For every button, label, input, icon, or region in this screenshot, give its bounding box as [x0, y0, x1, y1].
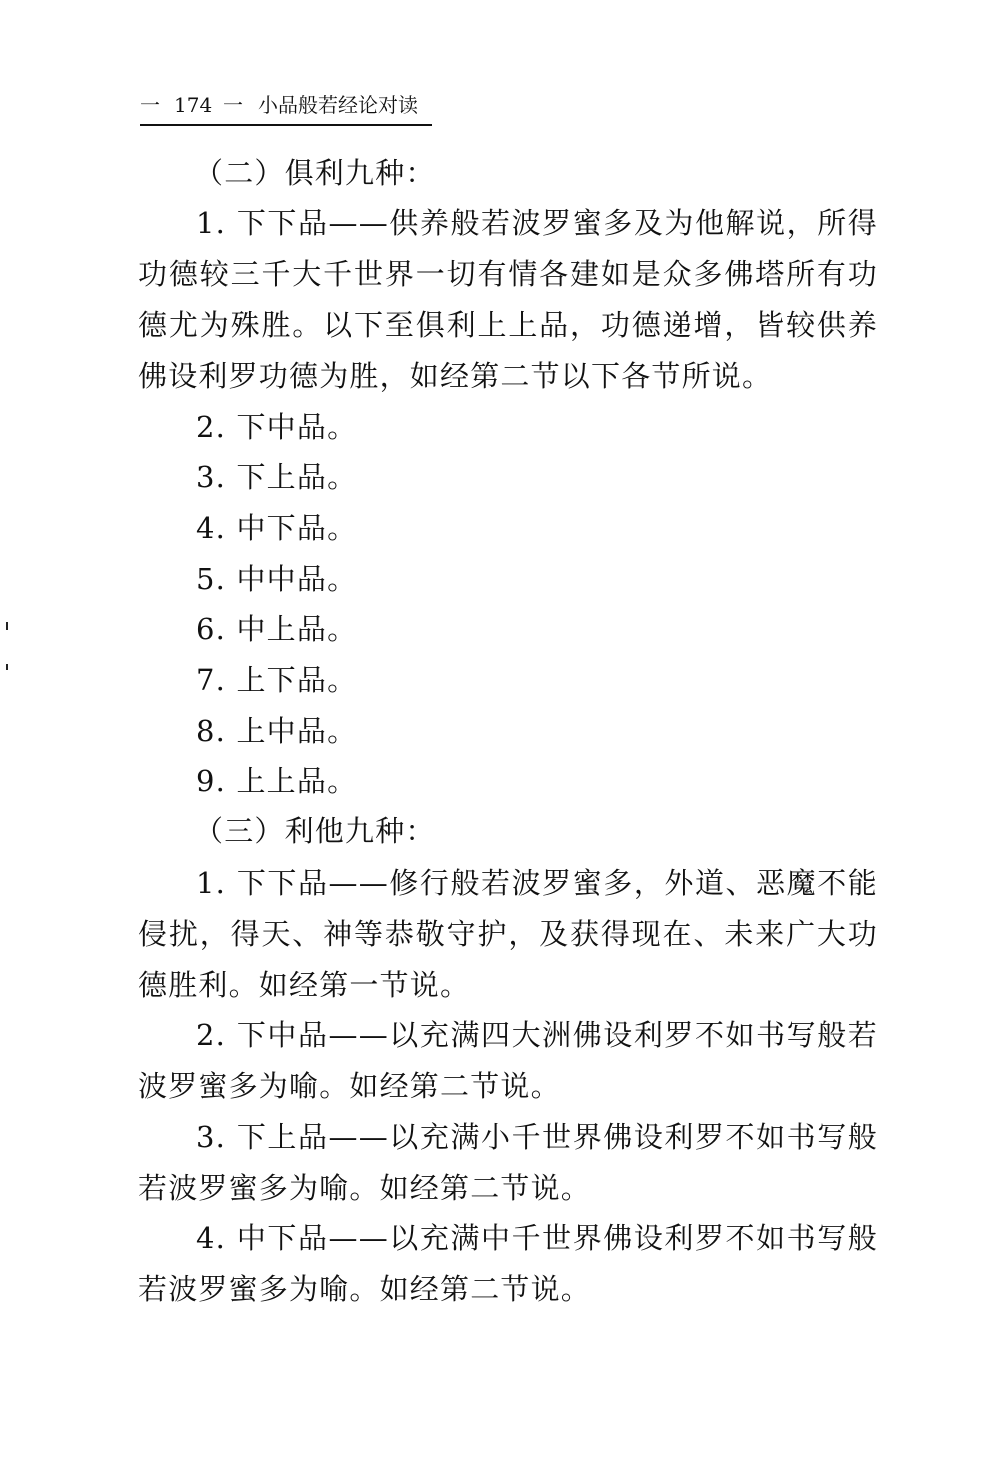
section-two-item-3: 3. 下上品。: [196, 460, 358, 494]
section-three-item-2: 2. 下中品——以充满四大洲佛设利罗不如书写般若波罗蜜多为喻。如经第二节说。: [138, 1018, 878, 1103]
section-two-item-7: 7. 上下品。: [196, 663, 358, 697]
section-three-heading: （三）利他九种：: [194, 814, 436, 848]
section-two-item-6: 6. 中上品。: [196, 612, 358, 646]
scan-mark: [6, 622, 8, 630]
section-two-item-1: 1. 下下品——供养般若波罗蜜多及为他解说，所得功德较三千大千世界一切有情各建如是众多佛塔所有功德尤为殊胜。以下至俱利上上品，功德递增，皆较供养佛设利罗功德为胜，如经第二节以下各节所说。: [138, 206, 878, 393]
section-two-item-2: 2. 下中品。: [196, 410, 358, 444]
section-two-item-9: 9. 上上品。: [196, 764, 358, 798]
scan-mark: [6, 664, 8, 670]
page-number: 174: [174, 93, 213, 117]
section-three-item-1: 1. 下下品——修行般若波罗蜜多，外道、恶魔不能侵扰，得天、神等恭敬守护，及获得现在、未来广大功德胜利。如经第一节说。: [138, 866, 878, 1002]
section-two-item-4: 4. 中下品。: [196, 511, 358, 545]
section-three-item-4: 4. 中下品——以充满中千世界佛设利罗不如书写般若波罗蜜多为喻。如经第二节说。: [138, 1221, 878, 1306]
section-two-item-8: 8. 上中品。: [196, 714, 358, 748]
section-two-item-5: 5. 中中品。: [196, 562, 358, 596]
section-three-item-3: 3. 下上品——以充满小千世界佛设利罗不如书写般若波罗蜜多为喻。如经第二节说。: [138, 1120, 878, 1205]
header-dash-left: 一: [140, 93, 160, 117]
section-two-heading: （二）俱利九种：: [194, 156, 436, 190]
header-dash-right: 一: [223, 93, 243, 117]
running-header: [140, 90, 432, 126]
book-title: 小品般若经论对读: [258, 93, 418, 117]
